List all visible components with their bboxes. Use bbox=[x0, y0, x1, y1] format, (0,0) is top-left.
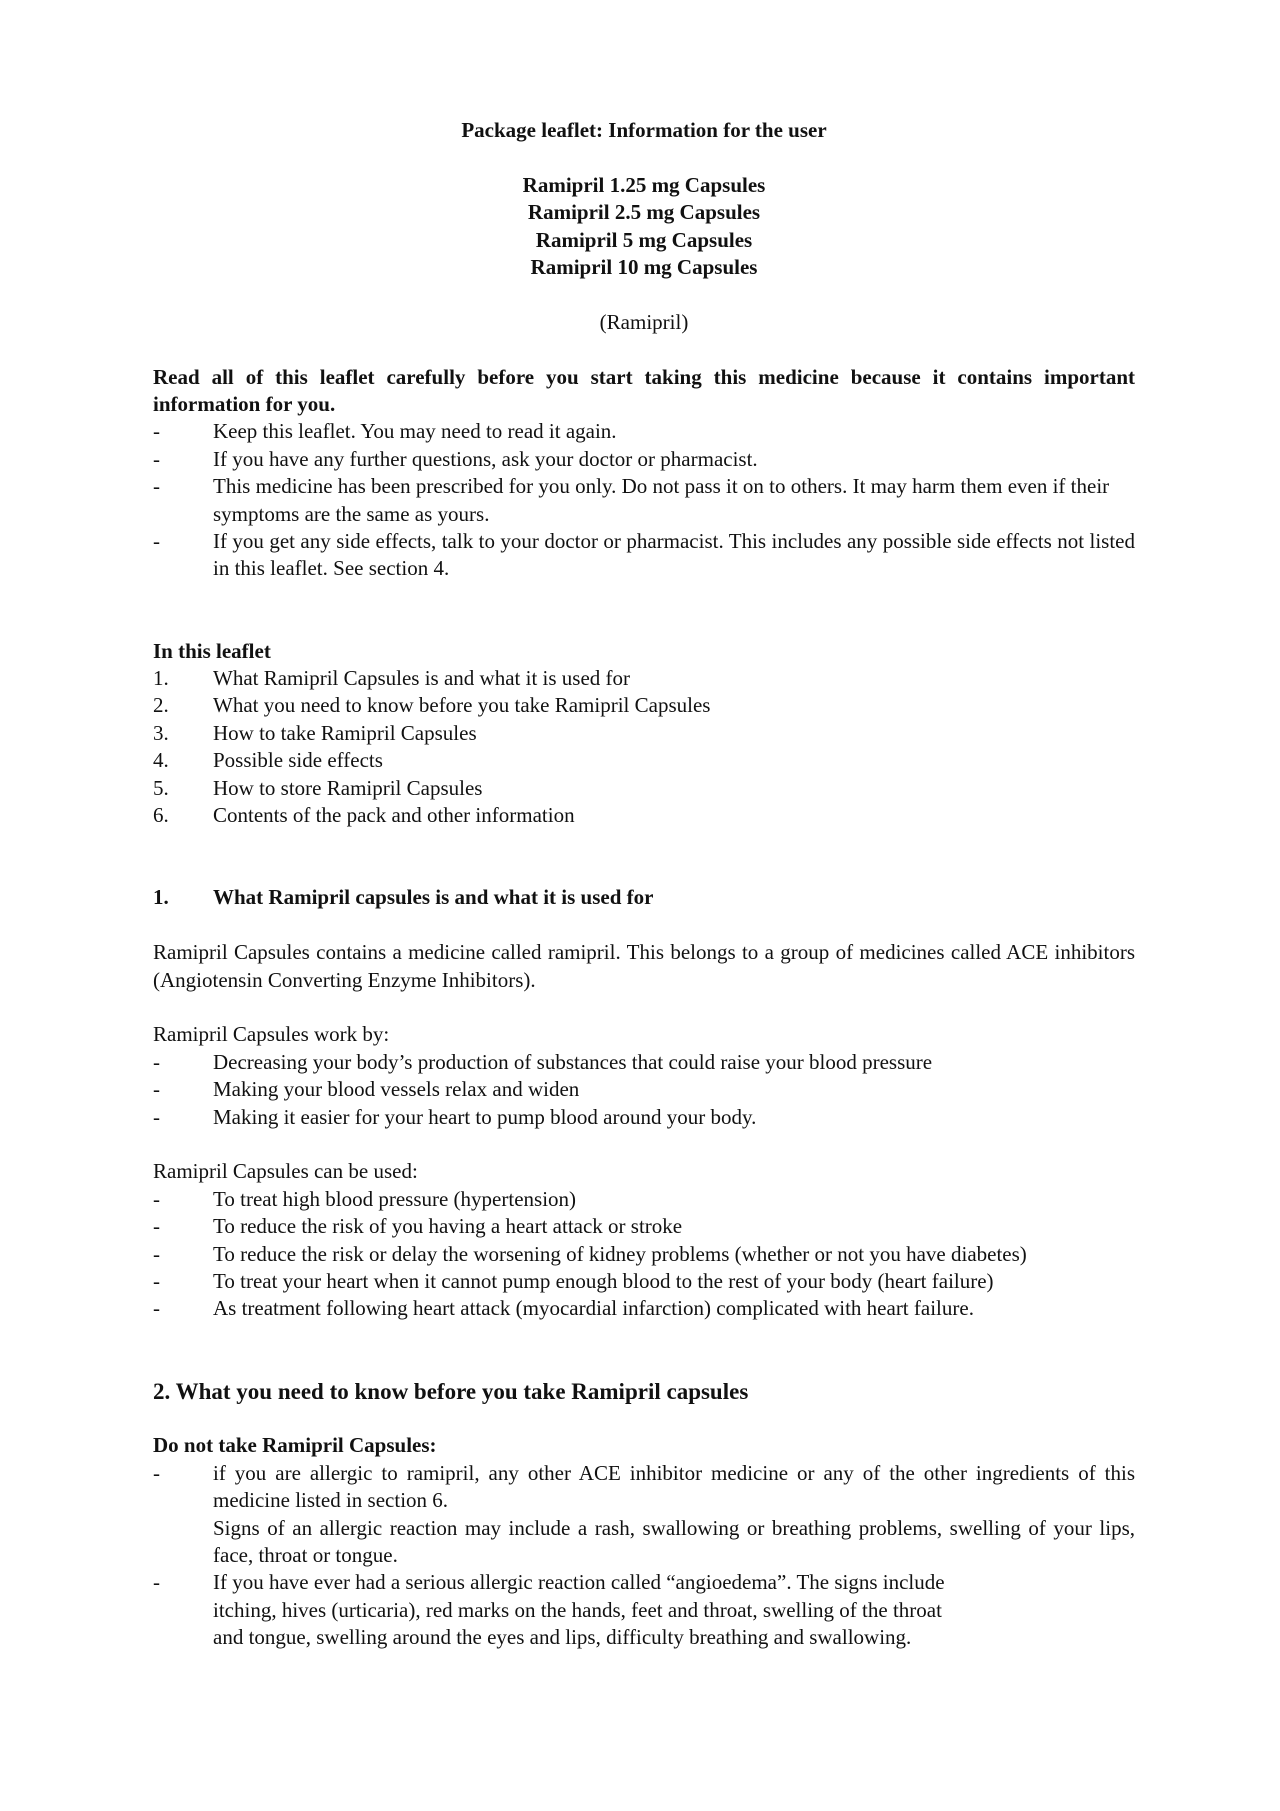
list-item-text: If you get any side effects, talk to your doctor or pharmacist. This includes any possible side effects not listed in this leaflet. See section 4. bbox=[213, 529, 1135, 581]
bullet-mark: - bbox=[153, 446, 160, 471]
section-1-paragraph: Ramipril Capsules contains a medicine called ramipril. This belongs to a group of medicines called ACE inhibitors (Angiotensin Converting Enzyme Inhibitors). bbox=[153, 940, 1135, 992]
list-item bbox=[153, 1076, 1135, 1103]
toc-item bbox=[153, 720, 1135, 747]
allergy-text: if you are allergic to ramipril, any other ACE inhibitor medicine or any of the other ingredients of this medicine listed in section 6. bbox=[213, 1460, 1135, 1513]
bullet-mark: - bbox=[153, 1186, 160, 1211]
product-name: Ramipril 10 mg Capsules bbox=[530, 255, 758, 280]
toc-text: What Ramipril Capsules is and what it is used for bbox=[213, 666, 631, 691]
bullet-mark: - bbox=[153, 1241, 160, 1266]
list-item-text: Keep this leaflet. You may need to read it again. bbox=[213, 419, 617, 444]
list-item-text: To treat high blood pressure (hypertension) bbox=[213, 1186, 577, 1211]
list-item-text: To reduce the risk of you having a heart attack or stroke bbox=[213, 1214, 683, 1239]
toc-item bbox=[153, 775, 1135, 802]
product-name: Ramipril 2.5 mg Capsules bbox=[527, 200, 761, 225]
leaflet-title: Package leaflet: Information for the user bbox=[461, 118, 827, 142]
list-item bbox=[153, 1460, 1135, 1570]
toc-number: 5. bbox=[153, 775, 169, 800]
bullet-mark: - bbox=[153, 419, 160, 444]
list-item-text: Making it easier for your heart to pump blood around your body. bbox=[213, 1104, 757, 1129]
do-not-take-heading: Do not take Ramipril Capsules: bbox=[153, 1433, 437, 1458]
section-2-heading: 2. What you need to know before you take Ramipril capsules bbox=[153, 1378, 749, 1404]
used-heading: Ramipril Capsules can be used: bbox=[153, 1159, 418, 1184]
section-1-heading bbox=[153, 884, 1135, 911]
toc-item bbox=[153, 665, 1135, 692]
list-item bbox=[153, 1268, 1135, 1295]
work-by-heading: Ramipril Capsules work by: bbox=[153, 1022, 390, 1047]
section-title: What Ramipril capsules is and what it is used for bbox=[213, 885, 654, 910]
toc-item bbox=[153, 692, 1135, 719]
toc-text: Contents of the pack and other information bbox=[213, 803, 575, 828]
angioedema-line: and tongue, swelling around the eyes and lips, difficulty breathing and swallowing. bbox=[213, 1625, 912, 1650]
toc-item bbox=[153, 802, 1135, 829]
bullet-mark: - bbox=[153, 1570, 160, 1595]
toc-text: Possible side effects bbox=[213, 748, 383, 773]
section-number: 1. bbox=[153, 885, 169, 910]
product-name: Ramipril 1.25 mg Capsules bbox=[522, 172, 766, 197]
toc-number: 3. bbox=[153, 720, 169, 745]
toc-item bbox=[153, 747, 1135, 774]
allergy-signs-text: Signs of an allergic reaction may include a rash, swallowing or breathing problems, swelling of your lips, face, throat or tongue. bbox=[213, 1515, 1135, 1567]
list-item bbox=[153, 1569, 1135, 1596]
product-name: Ramipril 5 mg Capsules bbox=[535, 227, 753, 252]
list-item bbox=[153, 1295, 1135, 1322]
list-item bbox=[153, 418, 1135, 445]
list-item-text: If you have ever had a serious allergic reaction called “angioedema”. The signs include bbox=[213, 1570, 945, 1595]
bullet-mark: - bbox=[153, 1214, 160, 1239]
list-item bbox=[153, 1186, 1135, 1213]
list-item bbox=[153, 446, 1135, 473]
list-item-text: Making your blood vessels relax and widen bbox=[213, 1077, 580, 1102]
intro-heading: Read all of this leaflet carefully before you start taking this medicine because it contains important information for you. bbox=[153, 364, 1135, 417]
list-item bbox=[153, 473, 1135, 528]
list-item bbox=[153, 1104, 1135, 1131]
bullet-mark: - bbox=[153, 474, 160, 499]
bullet-mark: - bbox=[153, 1049, 160, 1074]
bullet-mark: - bbox=[153, 1268, 160, 1293]
list-item-text: To treat your heart when it cannot pump enough blood to the rest of your body (heart failure) bbox=[213, 1268, 994, 1293]
list-item-text: This medicine has been prescribed for you only. Do not pass it on to others. It may harm them even if their symptoms are the same as yours. bbox=[213, 474, 1110, 526]
bullet-mark: - bbox=[153, 529, 160, 554]
toc-number: 4. bbox=[153, 748, 169, 773]
bullet-mark: - bbox=[153, 1077, 160, 1102]
list-item-text: To reduce the risk or delay the worsening of kidney problems (whether or not you have diabetes) bbox=[213, 1241, 1027, 1266]
toc-number: 6. bbox=[153, 803, 169, 828]
list-item bbox=[153, 528, 1135, 583]
list-item bbox=[153, 1213, 1135, 1240]
bullet-mark: - bbox=[153, 1296, 160, 1321]
list-item-text bbox=[213, 1460, 1135, 1570]
toc-text: How to store Ramipril Capsules bbox=[213, 775, 483, 800]
list-item-text: Decreasing your body’s production of substances that could raise your blood pressure bbox=[213, 1049, 933, 1074]
list-item bbox=[153, 1049, 1135, 1076]
toc-number: 1. bbox=[153, 666, 169, 691]
toc-heading: In this leaflet bbox=[153, 638, 271, 663]
angioedema-line: itching, hives (urticaria), red marks on the hands, feet and throat, swelling of the throat bbox=[213, 1597, 942, 1622]
list-item-text: As treatment following heart attack (myocardial infarction) complicated with heart failure. bbox=[213, 1296, 974, 1321]
active-ingredient: (Ramipril) bbox=[599, 309, 689, 334]
list-item bbox=[153, 1241, 1135, 1268]
bullet-mark: - bbox=[153, 1460, 160, 1485]
list-item-text: If you have any further questions, ask your doctor or pharmacist. bbox=[213, 446, 758, 471]
toc-text: What you need to know before you take Ramipril Capsules bbox=[213, 693, 711, 718]
toc-text: How to take Ramipril Capsules bbox=[213, 720, 477, 745]
bullet-mark: - bbox=[153, 1104, 160, 1129]
toc-number: 2. bbox=[153, 693, 169, 718]
